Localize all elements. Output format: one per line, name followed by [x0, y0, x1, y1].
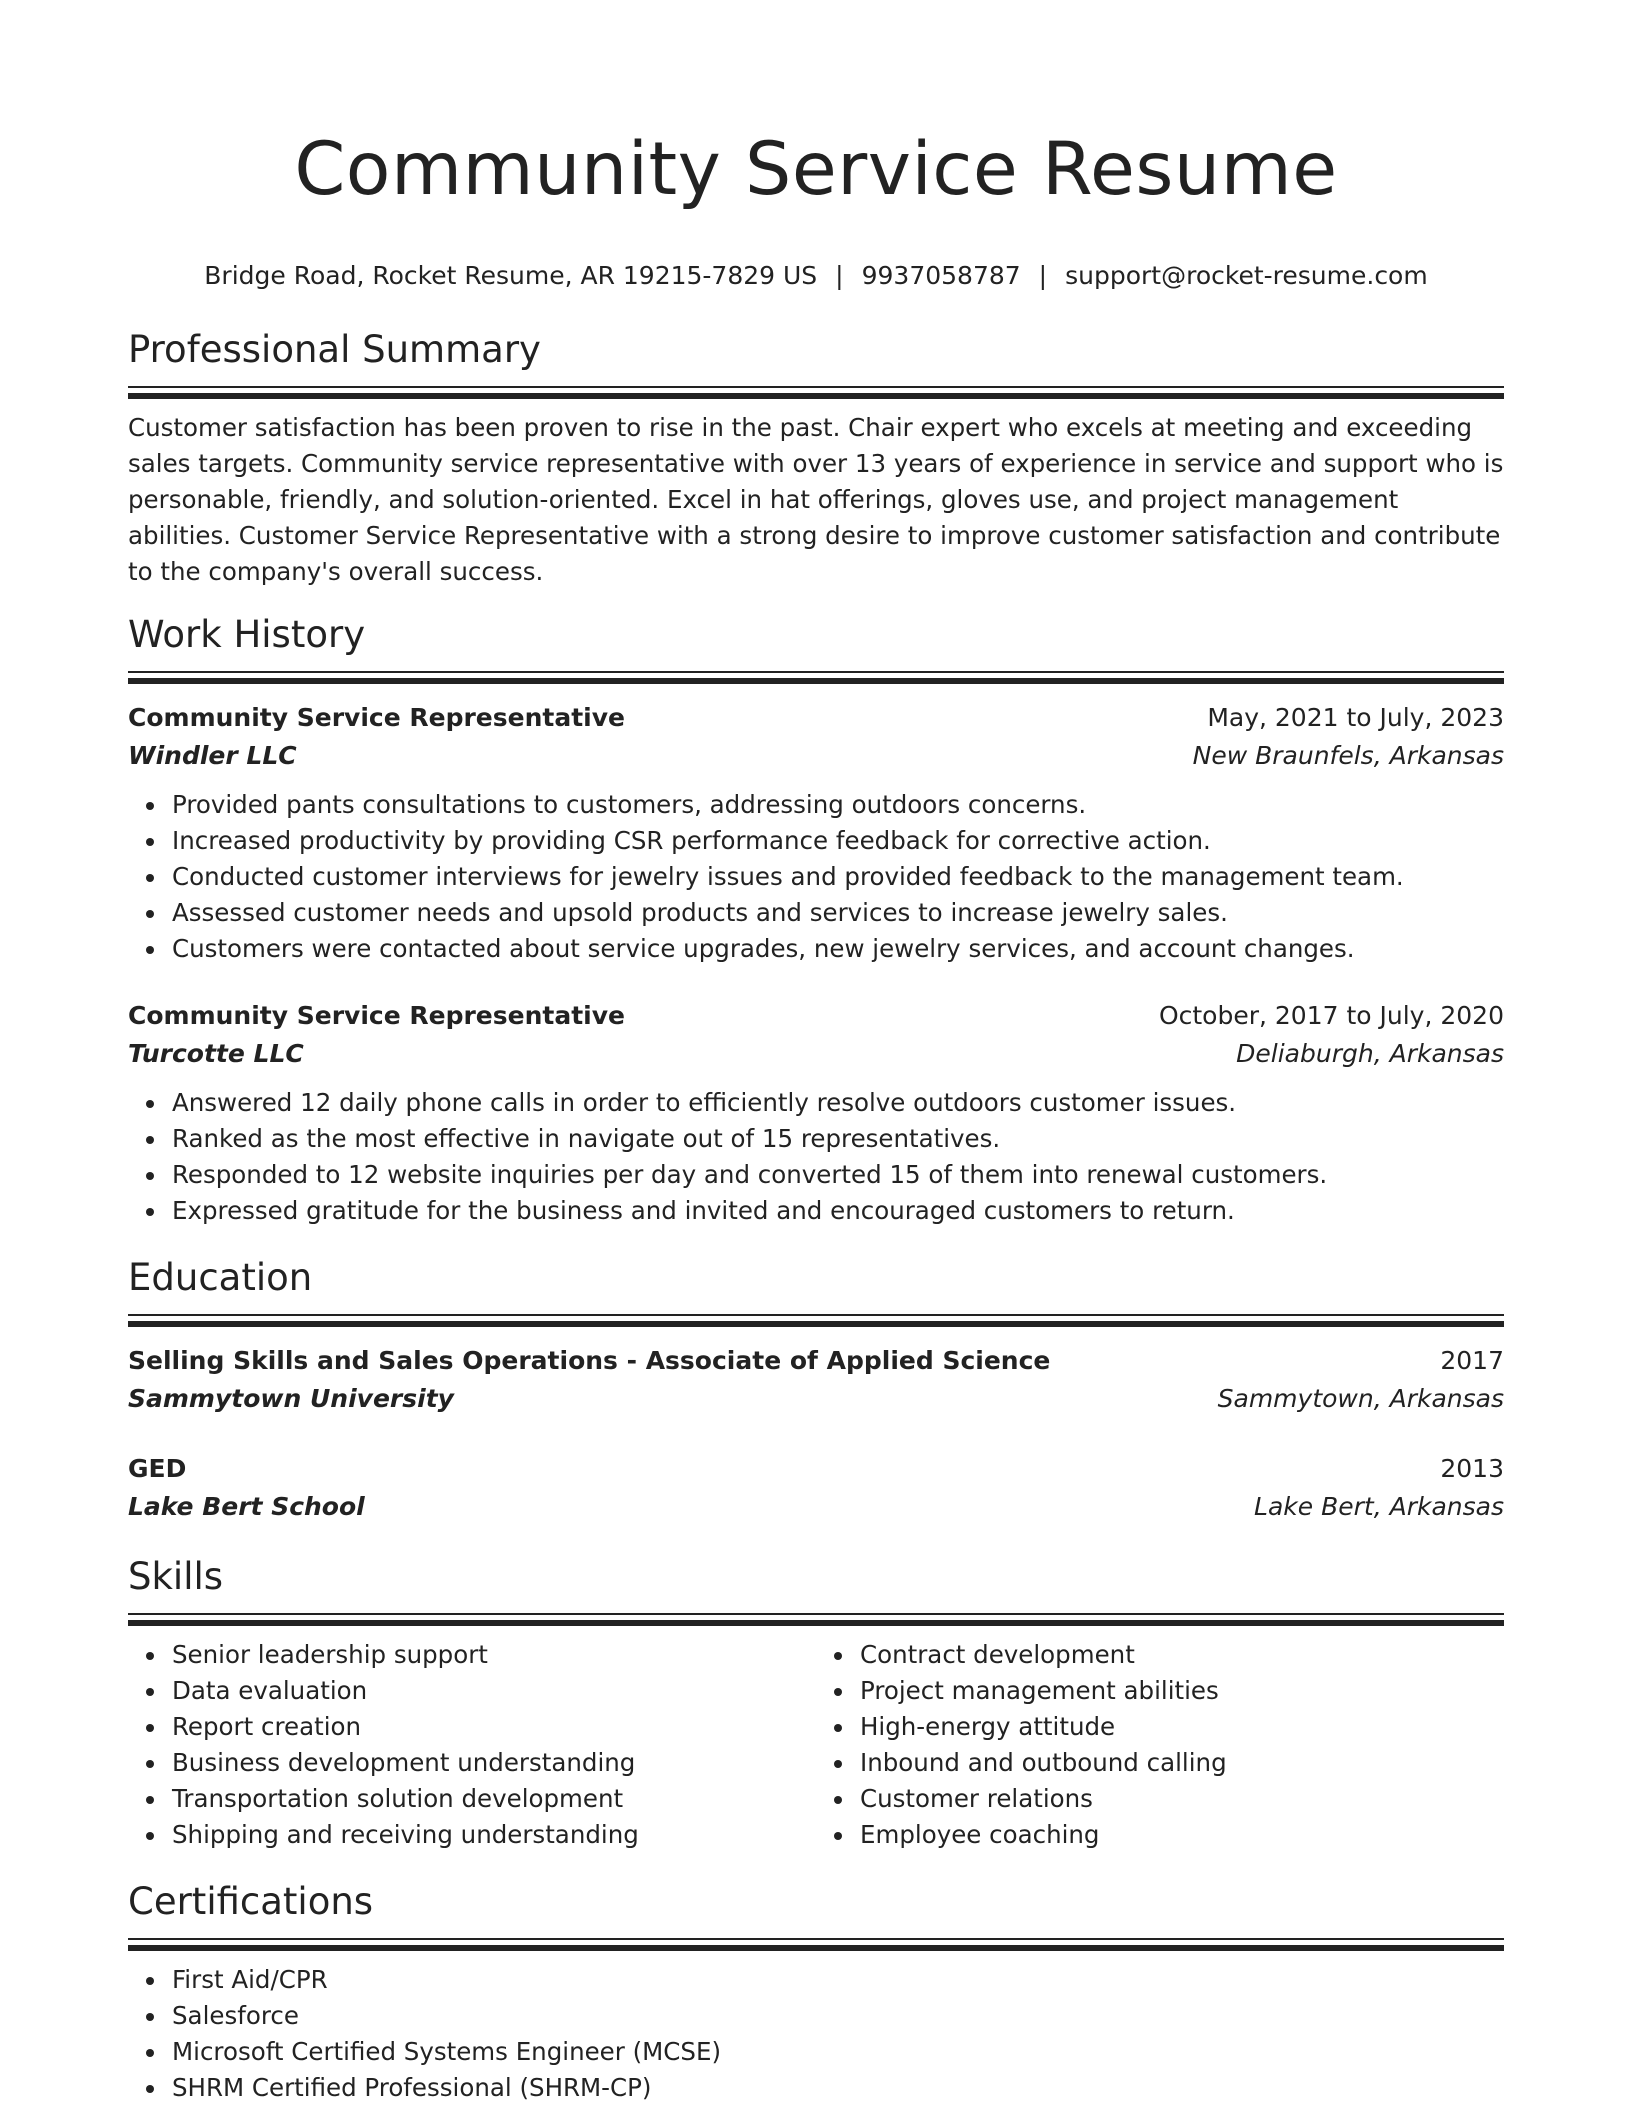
education-degree: Selling Skills and Sales Operations - Associate of Applied Science [128, 1346, 1051, 1375]
job-company: Turcotte LLC [128, 1039, 304, 1068]
skills-list-left [128, 1637, 816, 1853]
education-degree: GED [128, 1454, 187, 1483]
job-company-row [128, 737, 1504, 775]
section-education [128, 1253, 1504, 1526]
list-item: High-energy attitude [860, 1709, 1504, 1745]
section-title-work-history: Work History [128, 613, 366, 656]
education-header-row [128, 1450, 1504, 1488]
contact-phone[interactable]: 9937058787 [861, 261, 1021, 290]
education-header-row [128, 1342, 1504, 1380]
list-item: Data evaluation [172, 1673, 816, 1709]
section-title-summary: Professional Summary [128, 328, 541, 371]
section-divider [128, 386, 1504, 398]
list-item: Business development understanding [172, 1745, 816, 1781]
education-school-row [128, 1380, 1504, 1418]
section-work-history [128, 610, 1504, 1229]
list-item: Increased productivity by providing CSR performance feedback for corrective action. [172, 823, 1504, 859]
section-summary [128, 325, 1504, 590]
job-header-row [128, 997, 1504, 1035]
list-item: SHRM Certified Professional (SHRM-CP) [172, 2070, 1504, 2106]
list-item: Inbound and outbound calling [860, 1745, 1504, 1781]
list-item: Customer relations [860, 1781, 1504, 1817]
section-divider [128, 1314, 1504, 1326]
list-item: Answered 12 daily phone calls in order to efficiently resolve outdoors customer issues. [172, 1085, 1504, 1121]
job-header-row [128, 699, 1504, 737]
list-item: Transportation solution development [172, 1781, 816, 1817]
contact-separator: | [1038, 261, 1048, 290]
contact-email[interactable]: support@rocket-resume.com [1065, 261, 1428, 290]
education-school: Sammytown University [128, 1384, 454, 1413]
skills-list-right [816, 1637, 1504, 1853]
list-item: Conducted customer interviews for jewelry issues and provided feedback to the management team. [172, 859, 1504, 895]
job-duties-list [128, 1085, 1504, 1229]
job-dates: May, 2021 to July, 2023 [1207, 703, 1504, 732]
job-dates: October, 2017 to July, 2020 [1158, 1001, 1504, 1030]
list-item: Expressed gratitude for the business and invited and encouraged customers to return. [172, 1193, 1504, 1229]
section-divider [128, 1613, 1504, 1625]
education-year: 2013 [1440, 1454, 1504, 1483]
section-title-skills: Skills [128, 1555, 224, 1598]
education-entry [128, 1450, 1504, 1526]
section-title-certifications: Certifications [128, 1880, 374, 1923]
contact-line [128, 256, 1504, 296]
job-entry [128, 997, 1504, 1229]
list-item: Report creation [172, 1709, 816, 1745]
skills-grid [128, 1625, 1504, 1853]
section-title-education: Education [128, 1256, 313, 1299]
section-certifications [128, 1877, 1504, 2106]
list-item: Assessed customer needs and upsold products and services to increase jewelry sales. [172, 895, 1504, 931]
job-location: New Braunfels, Arkansas [1192, 741, 1504, 770]
education-location: Sammytown, Arkansas [1217, 1384, 1504, 1413]
list-item: First Aid/CPR [172, 1962, 1504, 1998]
contact-address: Bridge Road, Rocket Resume, AR 19215-7829 US [204, 261, 818, 290]
list-item: Project management abilities [860, 1673, 1504, 1709]
job-location: Deliaburgh, Arkansas [1236, 1039, 1504, 1068]
list-item: Provided pants consultations to customers, addressing outdoors concerns. [172, 787, 1504, 823]
list-item: Customers were contacted about service upgrades, new jewelry services, and account changes. [172, 931, 1504, 967]
job-title: Community Service Representative [128, 703, 625, 732]
education-school-row [128, 1488, 1504, 1526]
job-title: Community Service Representative [128, 1001, 625, 1030]
education-year: 2017 [1440, 1346, 1504, 1375]
section-divider [128, 671, 1504, 683]
section-skills [128, 1552, 1504, 1853]
resume-title: Community Service Resume [294, 127, 1338, 212]
job-company: Windler LLC [128, 741, 297, 770]
section-divider [128, 1938, 1504, 1950]
list-item: Ranked as the most effective in navigate out of 15 representatives. [172, 1121, 1504, 1157]
education-entry [128, 1342, 1504, 1418]
contact-separator: | [835, 261, 844, 290]
list-item: Microsoft Certified Systems Engineer (MCSE) [172, 2034, 1504, 2070]
resume-page [128, 0, 1504, 2106]
list-item: Salesforce [172, 1998, 1504, 2034]
certifications-list [128, 1962, 1504, 2106]
list-item: Contract development [860, 1637, 1504, 1673]
list-item: Senior leadership support [172, 1637, 816, 1673]
job-duties-list [128, 787, 1504, 967]
education-location: Lake Bert, Arkansas [1254, 1492, 1504, 1521]
job-entry [128, 699, 1504, 967]
list-item: Employee coaching [860, 1817, 1504, 1853]
education-school: Lake Bert School [128, 1492, 365, 1521]
list-item: Responded to 12 website inquiries per day and converted 15 of them into renewal customers. [172, 1157, 1504, 1193]
list-item: Shipping and receiving understanding [172, 1817, 816, 1853]
summary-text: Customer satisfaction has been proven to rise in the past. Chair expert who excels at meeting and exceeding sales targets. Community service representative with over 13 years of experience in service and support who is personable, friendly, and solution-oriented. Excel in hat offerings, gloves use, and project management abilities. Customer Service Representative with a strong desire to improve customer satisfaction and contribute to the company's overall success. [128, 413, 1504, 586]
job-company-row [128, 1035, 1504, 1073]
